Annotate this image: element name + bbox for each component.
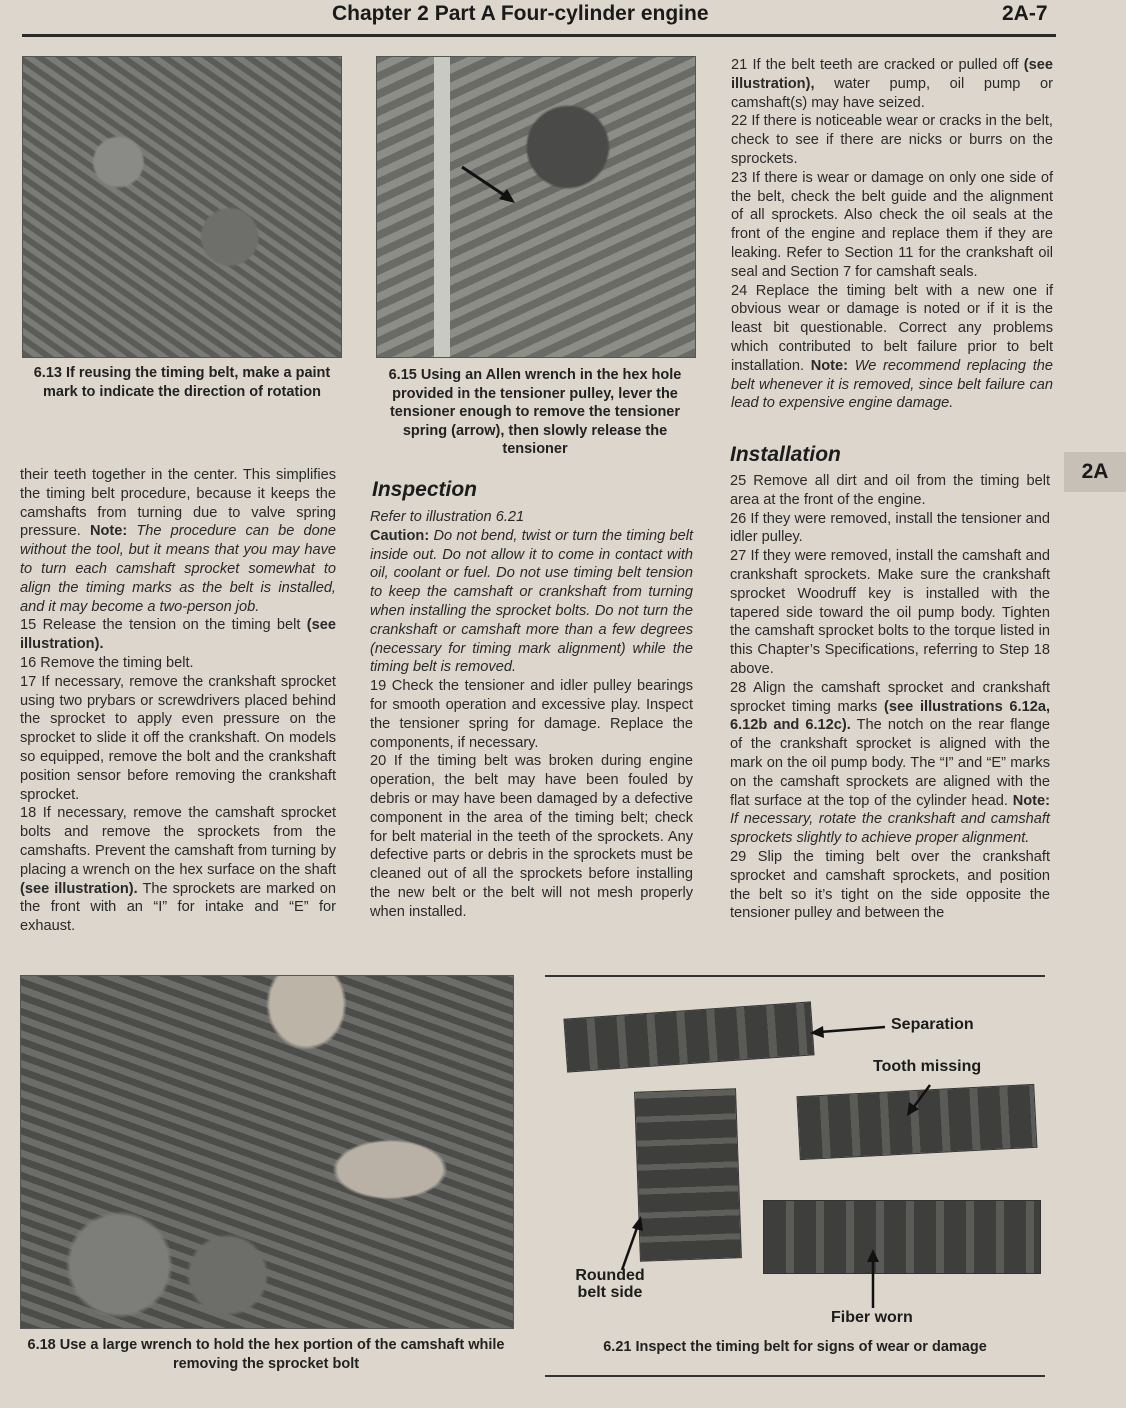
paragraph-22: 22 If there is noticeable wear or cracks in the belt, check to see if there are nicks or burrs on the sprockets. bbox=[731, 113, 1053, 167]
chapter-title: Chapter 2 Part A Four-cylinder engine bbox=[332, 2, 709, 25]
paragraph-24: 24 Replace the timing belt with a new one if obvious wear or damage is noted or if it is the least bit questionable. Correct any problems which contributed to belt failure prior to belt installation. Note: We recommend replacing the belt whenever it is removed, since belt failure can lead to expensive engine damage. bbox=[731, 282, 1053, 412]
paragraph-17: 17 If necessary, remove the crankshaft sprocket using two prybars or screwdrivers placed behind the sprocket to apply even pressure on the sprocket to slide it off the crankshaft. On models so equipped, remove the bolt and the crankshaft position sensor before removing the crankshaft sprocket. bbox=[20, 673, 336, 803]
column-3-top bbox=[731, 56, 1053, 413]
inspection-heading: Inspection bbox=[372, 478, 478, 501]
section-tab: 2A bbox=[1064, 452, 1126, 492]
paragraph-26: 26 If they were removed, install the tensioner and idler pulley. bbox=[730, 510, 1050, 546]
arrow-icon bbox=[377, 57, 695, 357]
header-rule bbox=[22, 34, 1056, 37]
caution-paragraph: Caution: Do not bend, twist or turn the timing belt inside out. Do not allow it to come in contact with oil, coolant or fuel. Do not use timing belt tension to keep the camshaft or crankshaft from turning when installing the sprocket bolts. Do not turn the crankshaft or camshaft more than a few degrees (necessary for timing mark alignment) while the timing belt is removed. bbox=[370, 527, 693, 676]
paragraph-27: 27 If they were removed, install the camshaft and crankshaft sprockets. Make sure the crankshaft sprocket Woodruff key is installed with the tapered side toward the oil pump body. Tighten the camshaft sprocket bolts to the torque listed in this Chapter’s Specifications, referring to Step 18 above. bbox=[730, 548, 1050, 677]
figure-6-13-photo bbox=[22, 56, 342, 358]
label-fiber-worn: Fiber worn bbox=[831, 1309, 913, 1326]
figure-6-18-photo bbox=[20, 975, 514, 1329]
figure-6-21-caption: 6.21 Inspect the timing belt for signs of wear or damage bbox=[603, 1339, 987, 1355]
paragraph-21: 21 If the belt teeth are cracked or pulled off (see illustration), water pump, oil pump or camshaft(s) may have seized. bbox=[731, 57, 1053, 111]
page-number: 2A-7 bbox=[1002, 2, 1048, 25]
paragraph-28: 28 Align the camshaft sprocket and crankshaft sprocket timing marks (see illustrations 6.12a, 6.12b and 6.12c). The notch on the rear flange of the crankshaft sprocket is aligned with the mark on the oil pump body. The “I” and “E” marks on the camshaft sprockets are aligned with the flat surface at the top of the cylinder head. Note: If necessary, rotate the crankshaft and camshaft sprockets slightly to achieve proper alignment. bbox=[730, 679, 1050, 847]
paragraph-16: 16 Remove the timing belt. bbox=[20, 654, 194, 671]
refer-note: Refer to illustration 6.21 bbox=[370, 509, 525, 525]
column-1 bbox=[20, 466, 336, 936]
figure-6-13-caption: 6.13 If reusing the timing belt, make a paint mark to indicate the direction of rotation bbox=[33, 365, 331, 400]
paragraph-19: 19 Check the tensioner and idler pulley bearings for smooth operation and excessive play. Inspect the tensioner spring for damage. Replace the components, if necessary. bbox=[370, 678, 693, 751]
column-3-bottom bbox=[730, 472, 1050, 923]
paragraph-25: 25 Remove all dirt and oil from the timing belt area at the front of the engine. bbox=[730, 473, 1050, 508]
installation-heading: Installation bbox=[730, 443, 841, 466]
figure-6-21-illustration bbox=[545, 990, 1045, 1332]
figure-6-15-caption: 6.15 Using an Allen wrench in the hex hole provided in the tensioner pulley, lever the tensioner enough to remove the tensioner spring (arrow), then slowly release the tensioner bbox=[388, 367, 682, 457]
paragraph-18: 18 If necessary, remove the camshaft sprocket bolts and remove the sprockets from the camshafts. Prevent the camshaft from turning by placing a wrench on the hex surface on the shaft (see illustration). The sprockets are marked on the front with an “I” for intake and “E” for exhaust. bbox=[20, 805, 336, 935]
paragraph-continued: their teeth together in the center. This simplifies the timing belt procedure, because it keeps the camshafts from turning due to valve spring pressure. Note: The procedure can be done without the tool, but it means that you may have to turn each camshaft sprocket somewhat to align the timing marks as the belt is installed, and it may become a two-person job. bbox=[20, 467, 336, 615]
label-rounded-belt-side: Rounded belt side bbox=[575, 1267, 645, 1301]
figure-6-21-bottom-rule bbox=[545, 1375, 1045, 1377]
column-2 bbox=[370, 508, 693, 922]
figure-6-18-caption: 6.18 Use a large wrench to hold the hex portion of the camshaft while removing the sprocket bolt bbox=[27, 1337, 505, 1372]
paragraph-23: 23 If there is wear or damage on only one side of the belt, check the belt guide and the alignment of all sprockets. Also check the oil seals at the front of the engine and replace them if they are leaking. Refer to Section 11 for the crankshaft oil seal and Section 7 for camshaft seals. bbox=[731, 169, 1053, 280]
figure-6-21-top-rule bbox=[545, 975, 1045, 977]
label-separation: Separation bbox=[891, 1016, 974, 1033]
figure-6-15-photo bbox=[376, 56, 696, 358]
label-tooth-missing: Tooth missing bbox=[873, 1058, 982, 1075]
paragraph-15: 15 Release the tension on the timing belt (see illustration). bbox=[20, 617, 336, 653]
paragraph-29: 29 Slip the timing belt over the crankshaft sprocket and camshaft sprockets, and position the belt so it’s tight on the side opposite the tensioner pulley and between the bbox=[730, 848, 1050, 922]
paragraph-20: 20 If the timing belt was broken during engine operation, the belt may have been fouled by debris or may have been damaged by a defective component in the area of the timing belt; check for belt material in the teeth of the sprockets. Any defective parts or debris in the sprockets must be cleaned out of all the sprockets before installing the new belt or the belt will not mesh properly when installed. bbox=[370, 753, 693, 920]
